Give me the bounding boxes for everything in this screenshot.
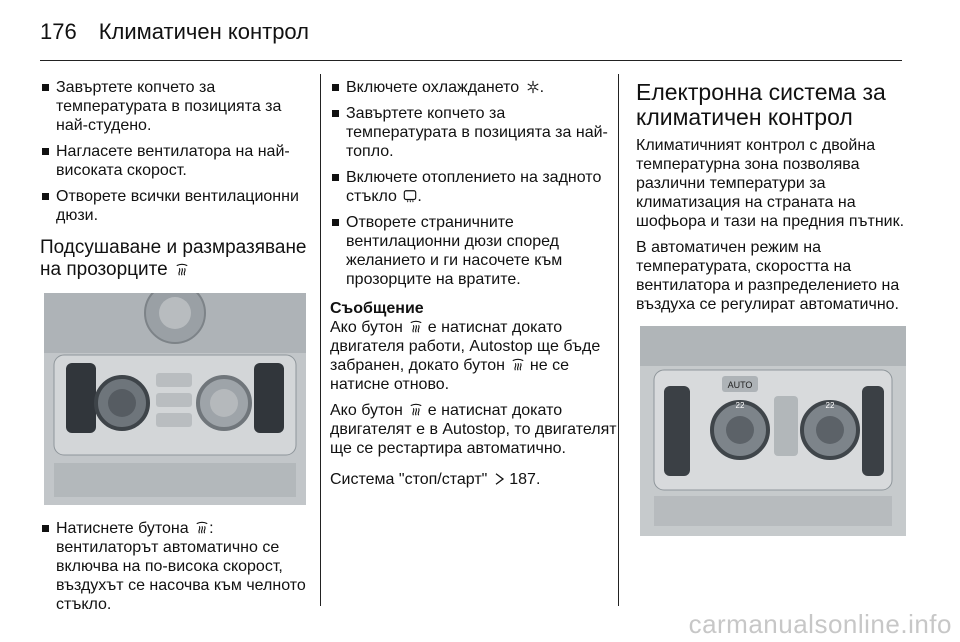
reference-page: 187 bbox=[509, 471, 536, 488]
list-item: Включете отоплението на задното стъкло . bbox=[330, 168, 620, 206]
note-text: не се натисне отново. bbox=[330, 357, 569, 393]
list-item-text: Натиснете бутона bbox=[56, 520, 189, 537]
defrost-icon bbox=[511, 358, 525, 372]
list-item: Отворете страничните вентилационни дюзи според желанието и ги насочете към прозорците на вратите. bbox=[330, 213, 620, 289]
snowflake-icon bbox=[526, 80, 540, 94]
panel-auto-label: AUTO bbox=[727, 380, 753, 390]
defrost-icon bbox=[409, 403, 423, 417]
panel-temp-right: 22 bbox=[825, 401, 835, 410]
list-item bbox=[40, 519, 310, 614]
list-item: Завъртете копчето за температурата в позицията за най-топло. bbox=[330, 104, 620, 161]
header-rule bbox=[40, 60, 902, 61]
panel-temp-left: 22 bbox=[735, 401, 745, 410]
list-item-text: Включете отоплението на задното стъкло bbox=[346, 169, 602, 205]
note-text: е натиснат докато двигателя работи, Autostop ще бъде забранен, докато бутон bbox=[330, 319, 601, 374]
list-item: Включете охлаждането . bbox=[330, 78, 620, 97]
list-item: Отворете всички вентилационни дюзи. bbox=[40, 187, 310, 225]
section-heading-defrost bbox=[40, 237, 310, 281]
section-heading-text: Подсушаване и размразяване на прозорците bbox=[40, 237, 307, 280]
list-item-text: : вентилаторът автоматично се включва на по-висока скорост, въздухът се насочва към челното стъкло. bbox=[56, 520, 306, 613]
column-3 bbox=[636, 78, 912, 536]
note-paragraph-2 bbox=[330, 401, 620, 458]
reference-arrow-icon bbox=[494, 472, 505, 486]
page-title: Климатичен контрол bbox=[98, 19, 310, 44]
list-item: Завъртете копчето за температурата в позицията за най-студено. bbox=[40, 78, 310, 135]
section-heading-electronic-climate: Електронна система за климатичен контрол bbox=[636, 79, 886, 130]
page-number: 176 bbox=[40, 19, 77, 44]
note-text: Ако бутон bbox=[330, 319, 403, 336]
note-title: Съобщение bbox=[330, 300, 424, 317]
paragraph: Климатичният контрол с двойна температурна зона позволява различни температури за климатизация на страната на шофьора и тази на предния пътник. bbox=[636, 137, 905, 230]
column-divider-1 bbox=[320, 74, 321, 606]
page-header bbox=[40, 14, 309, 50]
electronic-climate-panel-photo bbox=[640, 326, 906, 536]
note-paragraph-1 bbox=[330, 318, 620, 394]
list-item: Нагласете вентилатора на най-високата скорост. bbox=[40, 142, 310, 180]
column-1 bbox=[40, 78, 310, 621]
bullet-list-2 bbox=[40, 519, 310, 614]
column-2 bbox=[330, 78, 620, 496]
paragraph: В автоматичен режим на температурата, скоростта на вентилатора и разпределението на въздуха се регулират автоматично. bbox=[636, 239, 900, 313]
reference-text: Система "стоп/старт" bbox=[330, 471, 488, 488]
defrost-icon bbox=[409, 320, 423, 334]
bullet-list-3 bbox=[330, 78, 620, 289]
defrost-icon bbox=[175, 263, 189, 277]
cross-reference[interactable]: Система "стоп/старт" 187. bbox=[330, 471, 541, 488]
note-text: е натиснат докато двигателят е в Autostop, то двигателят ще се рестартира автоматично. bbox=[330, 402, 617, 457]
note-text: Ако бутон bbox=[330, 402, 403, 419]
rear-window-heat-icon bbox=[403, 189, 417, 203]
watermark: carmanualsonline.info bbox=[688, 609, 952, 639]
climate-panel-photo bbox=[44, 293, 306, 505]
defrost-icon bbox=[195, 521, 209, 535]
list-item-text: Включете охлаждането bbox=[346, 79, 520, 96]
bullet-list-1 bbox=[40, 78, 310, 225]
